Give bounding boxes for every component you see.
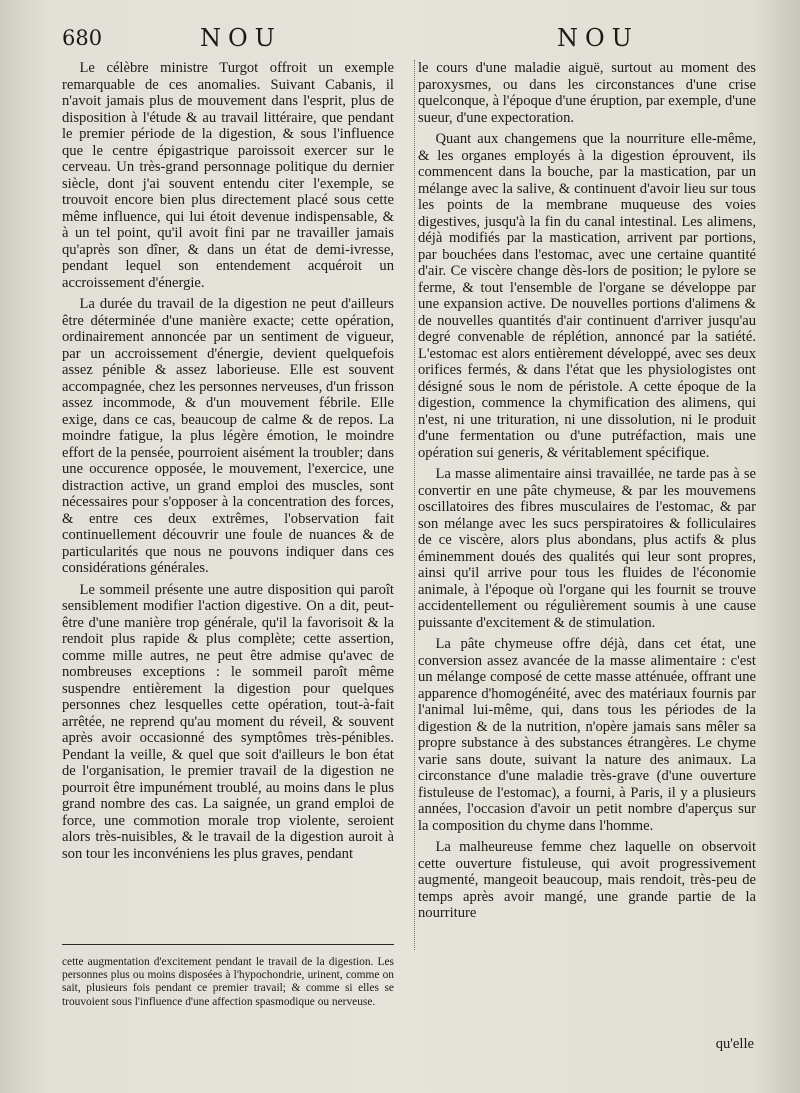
catchword: qu'elle [715, 1036, 754, 1052]
page-number: 680 [62, 26, 103, 50]
right-column [418, 60, 756, 927]
column-divider [414, 60, 415, 950]
left-column [62, 60, 394, 867]
paragraph: le cours d'une maladie aiguë, surtout au moment des paroxysmes, ou dans les circonstances d'une crise quelconque, à l'époque d'une éruption, par exemple, d'une sueur, d'une expectoration. [418, 60, 756, 126]
running-head-right: NOU [557, 24, 639, 52]
paragraph: La masse alimentaire ainsi travaillée, ne tarde pas à se convertir en une pâte chymeuse, & par les mouvemens oscillatoires des fibres musculaires de l'estomac, & par son mélange avec les sucs perspiratoires & folliculaires de ce viscère, alors plus abondans, plus actifs & plus éminemment doués des qualités qui leur sont propres, ainsi qu'il arrive pour tous les fluides de l'économie animale, à l'époque où l'organe qui les fournit se trouve accidentellement ou régulièrement soumis à une cause puissante d'excitement & de stimulation. [418, 466, 756, 631]
footnote-rule [62, 944, 394, 945]
paragraph: Le sommeil présente une autre disposition qui paroît sensiblement modifier l'action digestive. On a dit, peut-être d'une manière trop générale, qu'il la favorisoit & la rendoit plus rapide & plus complète; cette assertion, comme mille autres, ne peut être admise qu'avec de nombreuses exceptions : le sommeil paroît même suspendre entièrement la digestion pour quelques personnes chez lesquelles cette opération, tout-à-fait arrêtée, ne reprend qu'au moment du réveil, & souvent après avoir occasionné des symptômes très-pénibles. Pendant la veille, & quel que soit d'ailleurs le bon état de l'organisation, le premier travail de la digestion ne pourroit être impunément troublé, au moins dans le plus grand nombre des cas. La saignée, un grand emploi de force, une commotion morale trop violente, seroient alors très-nuisibles, & le travail de la digestion auroit à son tour les inconvéniens les plus graves, pendant [62, 581, 394, 862]
paragraph: Le célèbre ministre Turgot offroit un exemple remarquable de ces anomalies. Suivant Cabanis, il n'avoit jamais plus de mouvement dans l'esprit, plus de disposition à l'étude & au travail littéraire, que pendant le premier période de la digestion, & sous l'influence que le centre épigastrique paroissoit exercer sur le cerveau. Un très-grand personnage politique du dernier siècle, dont j'ai souvent entendu citer l'exemple, se trouvoit encore bien plus directement placé sous cette même influence, qui lui étoit devenue indispensable, & à un tel point, qu'il avoit fini par ne travailler jamais qu'après son dîner, & dans un état de demi-ivresse, pendant lequel son entendement acquéroit un accroissement d'énergie. [62, 60, 394, 291]
paragraph: Quant aux changemens que la nourriture elle-même, & les organes employés à la digestion éprouvent, ils commencent dans la bouche, par la mastication, par un mélange avec la salive, & continuent d'avoir lieu sur tous les points de la membrane muqueuse des voies digestives, jusqu'à la fin du canal intestinal. Les alimens, déjà modifiés par la mastication, arrivent par portions, par bouchées dans l'estomac, avec une certaine quantité d'air. Ce viscère change dès-lors de position; le pylore se ferme, & tout l'ensemble de l'organe se développe par une expansion active. De nouvelles portions d'alimens & de nouvelles quantités d'air continuent d'arriver jusqu'au degré convenable de réplétion, annoncé par la satiété. L'estomac est alors entièrement développé, avec ses deux orifices fermés, & dans l'état que les physiologistes ont désigné sous le nom de péristole. A cette époque de la digestion, commence la chymification des alimens, qui n'est, ni une trituration, ni une dissolution, ni le produit d'une fermentation ou d'une putréfaction, mais une opération sui generis, & véritablement spécifique. [418, 131, 756, 461]
page-header [62, 24, 770, 58]
footnote [62, 956, 394, 1009]
footnote-text: cette augmentation d'excitement pendant le travail de la digestion. Les personnes plus ou moins disposées à l'hypochondrie, urinent, comme on sait, plusieurs fois pendant ce premier travail; & comme si elles se trouvoient sous l'influence d'une affection spasmodique ou nerveuse. [62, 956, 394, 1008]
paragraph: La durée du travail de la digestion ne peut d'ailleurs être déterminée d'une manière exacte; cette opération, ordinairement annoncée par un sentiment de vigueur, par un accroissement d'énergie, devient quelquefois assez pénible & assez laborieuse. Elle est souvent accompagnée, chez les personnes nerveuses, d'un frisson assez incommode, & d'un mouvement fébrile. Elle exige, dans ce cas, beaucoup de calme & de repos. La moindre fatigue, la plus légère émotion, le moindre effort de la pensée, pourroient aisément la troubler; dans une occurence opposée, le mouvement, l'exercice, une distraction active, un grand emploi des muscles, sont nécessaires pour s'opposer à la concentration des forces, & entre ces deux extrêmes, l'observation fait continuellement découvrir une foule de nuances & de particularités que nous ne pouvons indiquer dans ces considérations générales. [62, 296, 394, 576]
paragraph: La pâte chymeuse offre déjà, dans cet état, une conversion assez avancée de la masse alimentaire : c'est un mélange composé de cette masse atténuée, offrant une apparence d'homogénéité, avec des matériaux fournis par l'animal lui-même, qui, dans tous les périodes de la digestion & de la nutrition, n'opère jamais sans mêler sa propre substance à des substances étrangères. Le chyme varie sans doute, suivant la nature des animaux. La circonstance d'une maladie très-grave (d'une ouverture fistuleuse de l'estomac), a fourni, à Paris, il y a plusieurs années, l'occasion d'avoir un petit nombre d'aperçus sur la composition du chyme dans l'homme. [418, 636, 756, 834]
running-head-left: NOU [200, 24, 282, 52]
paragraph: La malheureuse femme chez laquelle on observoit cette ouverture fistuleuse, qui avoit progressivement augmenté, mangeoit beaucoup, mais rendoit, très-peu de temps après avoir mangé, une grande partie de la nourriture [418, 839, 756, 921]
